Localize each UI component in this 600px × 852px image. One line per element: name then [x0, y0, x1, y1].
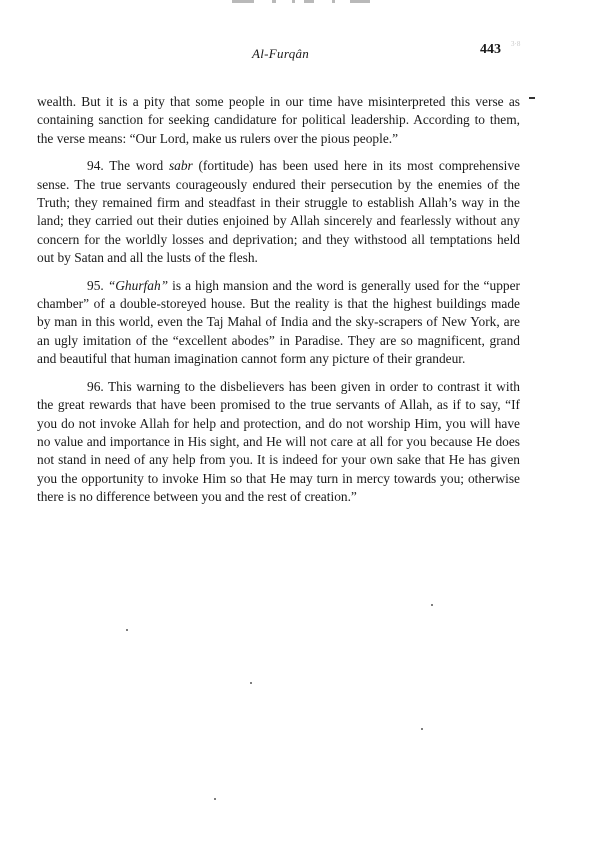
note-95-text: is a high mansion and the word is generally used for the “upper chamber” of a double-storeyed house. But the reality is that the highest buildings made by man in this world, even the Taj Mahal of India and the sky-scrapers of New York, are an ugly imitation of the “excellent abodes” in Paradise. They are so magnificent, grand and beautiful that human imagination cannot form any picture of their grandeur.	[37, 277, 520, 367]
page-header	[0, 40, 600, 62]
page-number: 443	[480, 42, 501, 57]
note-96: 96. This warning to the disbelievers has been given in order to contrast it with the great rewards that have been promised to the true servants of Allah, as if to say, “If you do not invoke Allah for help and protection, and do not worship Him, you will have no value and importance in His sight, and He will not care at all for you because He does not stand in need of any help from you. It is indeed for your own sake that He has given you the opportunity to invoke Him so that He may turn in mercy towards you; otherwise there is no difference between you and the rest of creation.”	[37, 378, 520, 505]
body-text	[37, 93, 520, 516]
scan-speck	[431, 604, 433, 606]
note-94-lead: 94. The word	[87, 158, 169, 174]
note-95-term: “Ghurfah”	[107, 277, 169, 293]
note-94	[37, 157, 520, 267]
note-94-term: sabr	[168, 158, 193, 174]
margin-mark	[529, 97, 535, 99]
scan-speck	[421, 728, 423, 730]
scan-speck	[126, 629, 128, 631]
note-95-lead: 95.	[87, 277, 108, 293]
top-edge-marks	[232, 0, 382, 6]
scan-speck	[250, 682, 252, 684]
note-95	[37, 277, 520, 369]
folio-stamp: 3·8	[511, 40, 521, 48]
paragraph-continuation: wealth. But it is a pity that some people in our time have misinterpreted this verse as containing sanction for seeking candidature for political leadership. According to them, the verse means: “Our Lord, make us rulers over the pious people.”	[37, 94, 520, 146]
note-94-text: (fortitude) has been used here in its most comprehensive sense. The true servants courageously endured their persecution by the enemies of the Truth; they remained firm and steadfast in their struggle to establish Allah’s way in the land; they carried out their duties enjoined by Allah sincerely and fearlessly without any concern for the worldly losses and deprivation; and they withstood all temptations held out by Satan and all the lusts of the flesh.	[37, 158, 520, 266]
scan-speck	[214, 798, 216, 800]
running-title: Al-Furqân	[252, 46, 310, 61]
